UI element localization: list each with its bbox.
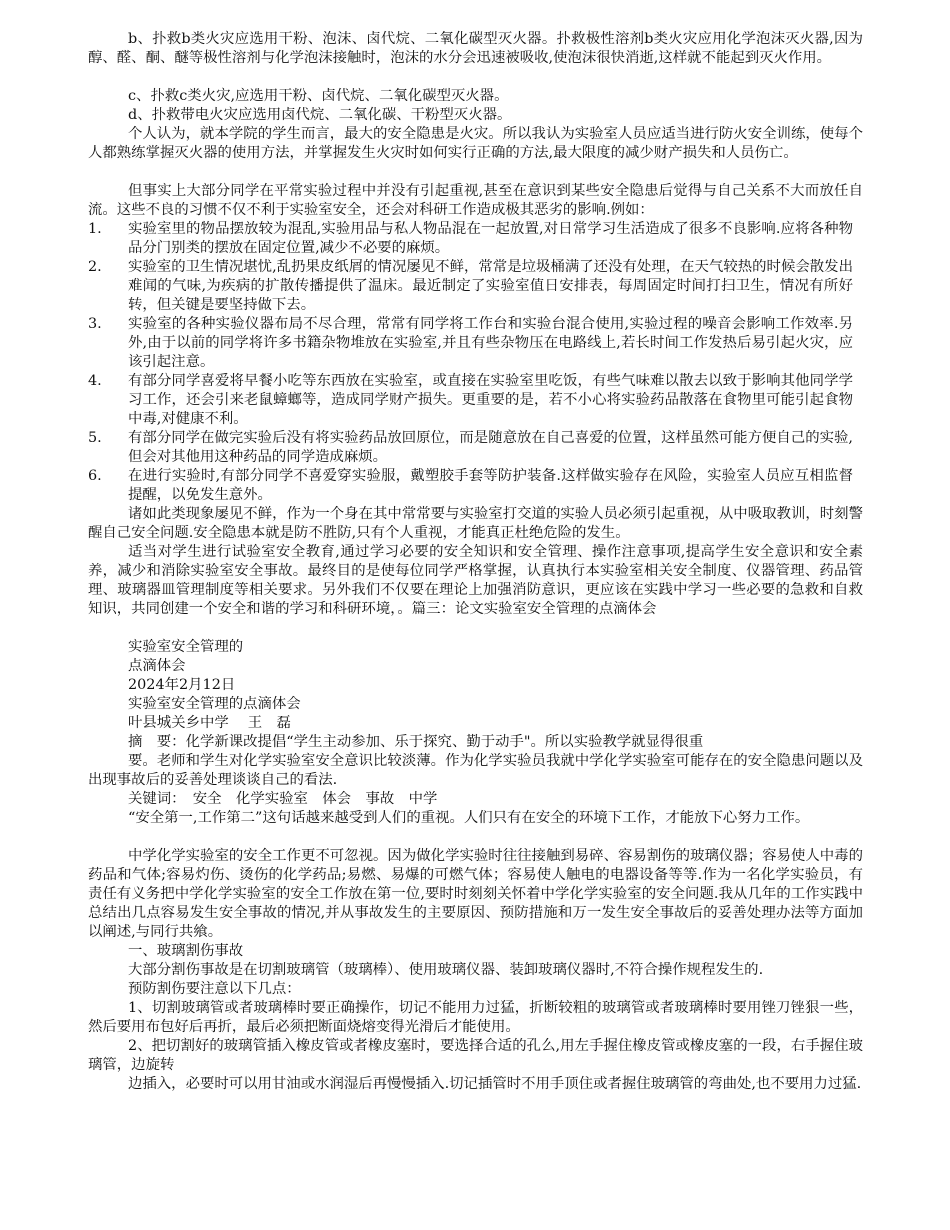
list-item-text: 实验室里的物品摆放较为混乱,实验用品与私人物品混在一起放置,对日常学习生活造成了很多不良影响.应将各种物品分门别类的摆放在固定位置,减少不必要的麻烦。	[128, 221, 853, 256]
list-item	[88, 467, 853, 505]
list-item	[88, 220, 853, 258]
paragraph-prevent-cuts: 预防割伤要注意以下几点：	[128, 981, 301, 997]
section-heading-glass-cut: 一、玻璃割伤事故	[128, 943, 244, 959]
date-line: 2024年2月12日	[128, 677, 236, 693]
list-item-text: 实验室的各种实验仪器布局不尽合理，常常有同学将工作台和实验台混合使用,实验过程的噪音会影响工作效率.另外,由于以前的同学将许多书籍杂物堆放在实验室,并且有些杂物压在电路线上,若长时间工作发热后易引起火灾，应该引起注意。	[128, 316, 853, 370]
abstract-continuation: 要。老师和学生对化学实验室安全意识比较淡薄。作为化学实验员我就中学化学实验室可能存在的安全隐患问题以及出现事故后的妥善处理谈谈自己的看法.	[88, 753, 863, 788]
paragraph-b-fire: b、扑救b类火灾应选用干粉、泡沫、卤代烷、二氧化碳型灭火器。扑救极性溶剂b类火灾应用化学泡沫灭火器,因为醇、醛、酮、醚等极性溶剂与化学泡沫接触时，泡沫的水分会迅速被吸收,使泡沫很快消逝,这样就不能起到灭火作用。	[88, 31, 863, 66]
list-item-text: 在进行实验时,有部分同学不喜爱穿实验服，戴塑胶手套等防护装备.这样做实验存在风险，实验室人员应互相监督提醒，以免发生意外。	[128, 468, 853, 503]
list-item-text: 实验室的卫生情况堪忧,乱扔果皮纸屑的情况屡见不鲜，常常是垃圾桶满了还没有处理，在天气较热的时候会散发出难闻的气味,为疾病的扩散传播提供了温床。最近制定了实验室值日安排表，每周固定时间打扫卫生，情况有所好转，但关键是要坚持做下去。	[128, 259, 853, 313]
paragraph-step-1: 1、切割玻璃管或者玻璃棒时要正确操作，切记不能用力过猛，折断较粗的玻璃管或者玻璃棒时要用锉刀锉狠一些，然后要用布包好后再折，最后必须把断面烧熔变得光滑后才能使用。	[88, 1000, 863, 1035]
list-item-number: 5.	[88, 430, 102, 446]
paragraph-however: 但事实上大部分同学在平常实验过程中并没有引起重视,甚至在意识到某些安全隐患后觉得与自己关系不大而放任自流。这些不良的习惯不仅不利于实验室安全，还会对科研工作造成极其恶劣的影响.例如：	[88, 183, 863, 218]
list-item-number: 1.	[88, 221, 102, 237]
list-item-text: 有部分同学在做完实验后没有将实验药品放回原位，而是随意放在自己喜爱的位置，这样虽然可能方便自己的实验,但会对其他用这种药品的同学造成麻烦。	[128, 430, 853, 465]
paragraph-step-3: 边插入，必要时可以用甘油或水润湿后再慢慢插入.切记插管时不用手顶住或者握住玻璃管的弯曲处,也不要用力过猛.	[128, 1076, 862, 1092]
paragraph-most-cuts: 大部分割伤事故是在切割玻璃管（玻璃棒）、使用玻璃仪器、装卸玻璃仪器时,不符合操作规程发生的.	[128, 962, 764, 978]
paragraph-c-fire: c、扑救c类火灾,应选用干粉、卤代烷、二氧化碳型灭火器。	[128, 88, 509, 104]
list-item	[88, 429, 853, 467]
keywords-line: 关键词： 安全 化学实验室 体会 事故 中学	[128, 791, 438, 807]
list-item-number: 6.	[88, 468, 102, 484]
article-title: 实验室安全管理的点滴体会	[128, 696, 301, 712]
title-line-2: 点滴体会	[128, 658, 186, 674]
paragraph-step-2: 2、把切割好的玻璃管插入橡皮管或者橡皮塞时，要选择合适的孔么,用左手握住橡皮管或橡皮塞的一段，右手握住玻璃管，边旋转	[88, 1038, 863, 1073]
list-item-number: 4.	[88, 373, 102, 389]
paragraph-safety-first: “安全第一,工作第二”这句话越来越受到人们的重视。人们只有在安全的环境下工作，才能放下心努力工作。	[128, 810, 810, 826]
paragraph-personal-view: 个人认为，就本学院的学生而言，最大的安全隐患是火灾。所以我认为实验室人员应适当进行防火安全训练，使每个人都熟练掌握灭火器的使用方法，并掌握发生火灾时如何实行正确的方法,最大限度的减少财产损失和人员伤亡。	[88, 126, 863, 161]
list-item	[88, 315, 853, 372]
paragraph-middle-school-lab: 中学化学实验室的安全工作更不可忽视。因为做化学实验时往往接触到易碎、容易割伤的玻璃仪器；容易使人中毒的药品和气体;容易灼伤、烫伤的化学药品;易燃、易爆的可燃气体；容易使人触电的电器设备等等.作为一名化学实验员，有责任有义务把中学化学实验室的安全工作放在第一位,要时时刻刻关怀着中学化学实验室的安全问题.我从几年的工作实践中总结出几点容易发生安全事故的情况,并从事故发生的主要原因、预防措施和万一发生安全事故后的妥善处理办法等方面加以阐述,与同行共飨。	[88, 848, 863, 940]
author-line: 叶县城关乡中学 王 磊	[128, 715, 291, 731]
list-item-number: 2.	[88, 259, 102, 275]
title-line-1: 实验室安全管理的	[128, 639, 244, 655]
abstract-line-1: 摘 要：化学新课改提倡“学生主动参加、乐于探究、勤于动手"。所以实验教学就显得很重	[128, 734, 704, 750]
paragraph-safety-education: 适当对学生进行试验室安全教育,通过学习必要的安全知识和安全管理、操作注意事项,提高学生安全意识和安全素养，减少和消除实验室安全事故。最终目的是使每位同学严格掌握，认真执行本实验室相关安全制度、仪器管理、药品管理、玻璃器皿管理制度等相关要求。另外我们不仅要在理论上加强消防意识，更应该在实践中学习一些必要的急救和自救知识，共同创建一个安全和谐的学习和科研环境，。篇三：论文实验室安全管理的点滴体会	[88, 544, 863, 617]
list-item-number: 3.	[88, 316, 102, 332]
list-item-text: 有部分同学喜爱将早餐小吃等东西放在实验室，或直接在实验室里吃饭，有些气味难以散去以致于影响其他同学学习工作，还会引来老鼠蟑螂等，造成同学财产损失。更重要的是，若不小心将实验药品散落在食物里可能引起食物中毒,对健康不利。	[128, 373, 853, 427]
list-item	[88, 258, 853, 315]
list-item	[88, 372, 853, 429]
paragraph-such-phenomena: 诸如此类现象屡见不鲜，作为一个身在其中常常要与实验室打交道的实验人员必须引起重视，从中吸取教训，时刻警醒自己安全问题.安全隐患本就是防不胜防,只有个人重视，才能真正杜绝危险的发生。	[88, 506, 863, 541]
paragraph-d-fire: d、扑救带电火灾应选用卤代烷、二氧化碳、干粉型灭火器。	[128, 107, 512, 123]
